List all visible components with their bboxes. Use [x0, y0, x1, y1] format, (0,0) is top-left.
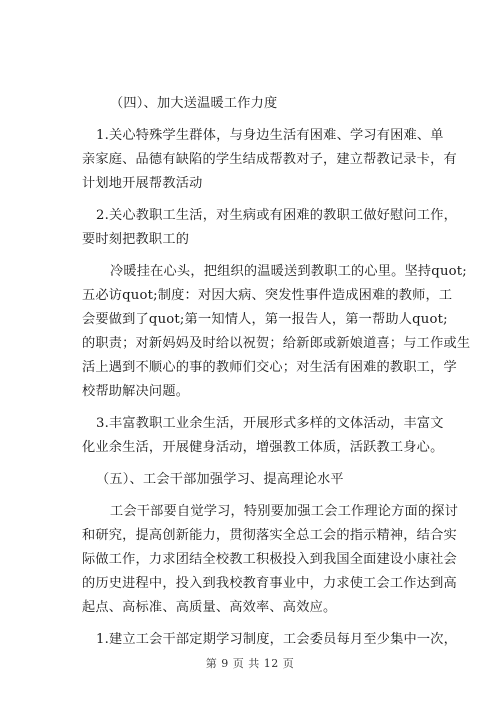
text-line: 化业余生活，开展健身活动，增强教工体质，活跃教工身心。: [82, 440, 444, 455]
paragraph-study-system: [82, 628, 458, 652]
section-heading-5: （五）、工会干部加强学习、提高理论水平: [96, 472, 344, 487]
document-body: [82, 92, 471, 652]
text-line: 校帮助解决问题。: [82, 384, 190, 399]
text-line: 起点、高标准、高质量、高效率、高效应。: [82, 600, 337, 615]
paragraph-leisure: [82, 412, 442, 460]
paragraph-care-students: [82, 124, 457, 196]
text-line: 3.丰富教职工业余生活，开展形式多样的文体活动，丰富文: [96, 416, 444, 431]
page-number: 第 9 页 共 12 页: [205, 657, 295, 670]
text-line: 冷暖挂在心头，把组织的温暖送到教职工的心里。坚持quot;: [110, 264, 467, 279]
text-line: 计划地开展帮教活动: [82, 176, 203, 191]
text-line: 亲家庭、品德有缺陷的学生结成帮教对子，建立帮教记录卡，有: [82, 152, 457, 167]
text-line: 的职责；对新妈妈及时给以祝贺；给新郎或新娘道喜；与工作或生: [82, 336, 471, 351]
text-line: 1.建立工会干部定期学习制度，工会委员每月至少集中一次，: [96, 632, 458, 647]
paragraph-study: [82, 500, 459, 620]
section-heading-4: （四）、加大送温暖工作力度: [110, 96, 278, 111]
text-line: 工会干部要自觉学习，特别要加强工会工作理论方面的探讨: [110, 504, 459, 519]
text-line: 1.关心特殊学生群体，与身边生活有困难、学习有困难、单: [96, 128, 444, 143]
text-line: 际做工作，力求团结全校教工积极投入到我国全面建设小康社会: [82, 552, 457, 567]
text-line: 的历史进程中，投入到我校教育事业中，力求使工会工作达到高: [82, 576, 457, 591]
text-line: 活上遇到不顺心的事的教师们交心；对生活有困难的教职工，学: [82, 360, 457, 375]
text-line: 要时刻把教职工的: [82, 232, 190, 247]
text-line: 五必访quot;制度：对因大病、突发性事件造成困难的教师，工: [82, 288, 453, 303]
text-line: 和研究，提高创新能力，贯彻落实全总工会的指示精神，结合实: [82, 528, 457, 543]
text-line: 2.关心教职工生活，对生病或有困难的教职工做好慰问工作，: [96, 208, 458, 223]
text-line: 会要做到了quot;第一知情人，第一报告人，第一帮助人quot;: [82, 312, 448, 327]
paragraph-care-staff: [82, 204, 458, 252]
paragraph-warmth: [82, 260, 471, 404]
